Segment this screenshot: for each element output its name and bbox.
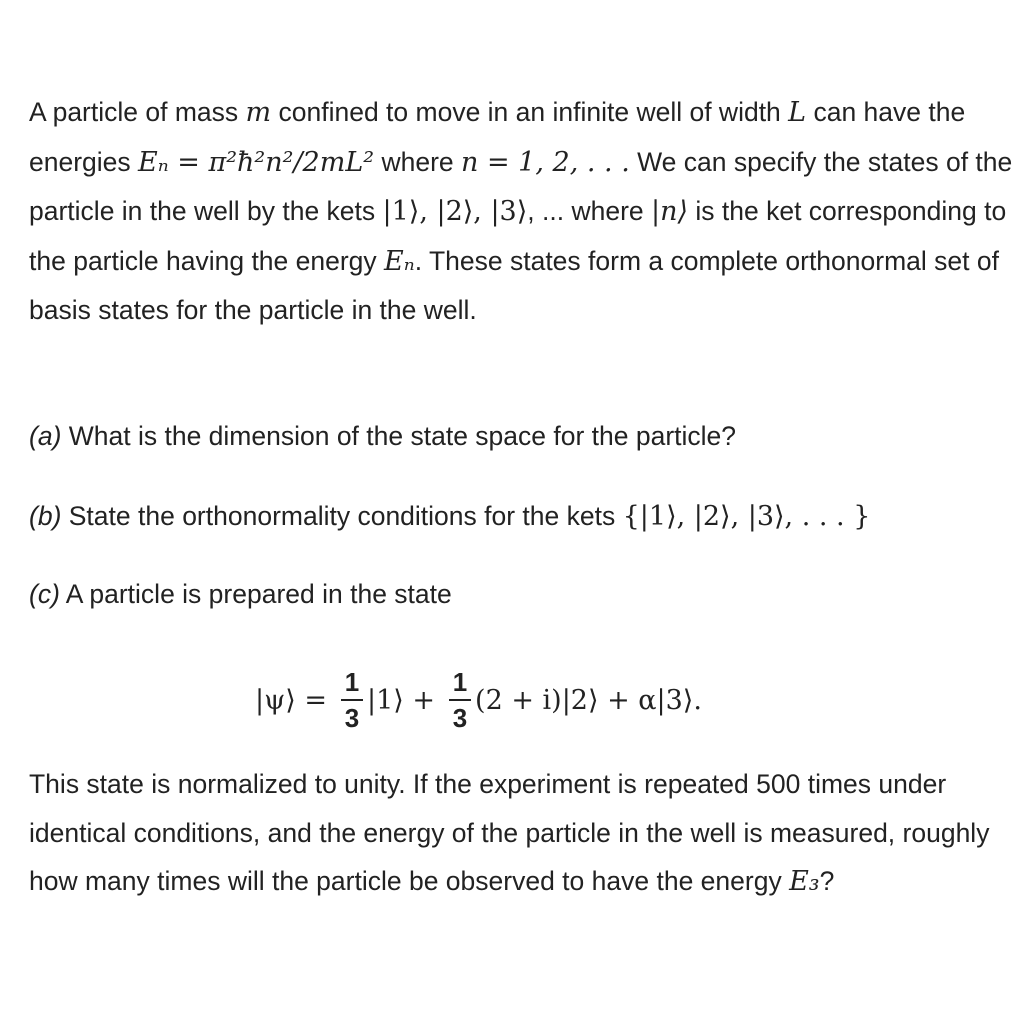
energy-symbol-3: E₃ — [789, 866, 820, 898]
fraction-one-third-b — [449, 669, 471, 731]
part-c-question — [29, 570, 1019, 619]
intro-paragraph — [29, 88, 1019, 335]
ket-set: {|1⟩, |2⟩, |3⟩, . . . } — [622, 501, 871, 532]
outro-text: This state is normalized to unity. If the experiment is repeated 500 times under identical conditions, and the energy of the particle in the well is measured, roughly how many times will the particle be observed to have the energy — [29, 769, 990, 897]
outro-end: ? — [819, 866, 835, 897]
fraction-a-denominator: 3 — [344, 703, 360, 733]
intro-text-1: A particle of mass — [29, 97, 246, 127]
intro-text-5: We can specify the states of the particle in the well by the kets — [29, 146, 1013, 227]
energy-formula: Eₙ = π²ħ²n²/2mL² — [138, 146, 375, 178]
part-b-label: (b) — [29, 501, 62, 531]
part-b-text: State the orthonormality conditions for the kets — [61, 501, 623, 531]
part-c-text: A particle is prepared in the state — [59, 579, 452, 609]
part-c-label: (c) — [29, 579, 60, 609]
intro-text-7: is the ket corresponding to the particle having the energy — [29, 196, 1007, 276]
part-a-text: What is the dimension of the state space for the particle? — [61, 421, 737, 451]
intro-text-2: confined to move in an infinite well of width — [271, 97, 789, 127]
equation-lhs: |ψ⟩ = — [255, 684, 328, 716]
intro-text-4: where — [374, 146, 461, 177]
equation-term-1: |1⟩ + — [367, 684, 436, 716]
fraction-b-numerator: 1 — [452, 667, 468, 697]
fraction-one-third-a — [341, 669, 363, 731]
intro-text-8: . These states form a complete orthonormal set of basis states for the particle in the well. — [29, 245, 999, 326]
equation-term-2: (2 + i)|2⟩ + α|3⟩. — [475, 684, 702, 716]
part-a-question — [29, 412, 1019, 461]
fraction-a-numerator: 1 — [344, 667, 360, 697]
kets-list: |1⟩, |2⟩, |3⟩ — [382, 196, 528, 228]
intro-text-3: can have the energies — [29, 97, 966, 177]
n-range: n = 1, 2, . . . — [461, 146, 630, 178]
state-equation — [255, 650, 702, 750]
part-a-label: (a) — [29, 421, 62, 451]
width-symbol: L — [788, 97, 807, 128]
fraction-b-denominator: 3 — [452, 703, 468, 733]
energy-symbol-n: Eₙ — [384, 245, 415, 277]
outro-paragraph — [29, 760, 1019, 907]
mass-symbol: m — [245, 97, 272, 128]
part-b-question — [29, 492, 1019, 542]
ket-n: |n⟩ — [651, 196, 689, 228]
intro-text-6: , ... where — [527, 196, 651, 227]
